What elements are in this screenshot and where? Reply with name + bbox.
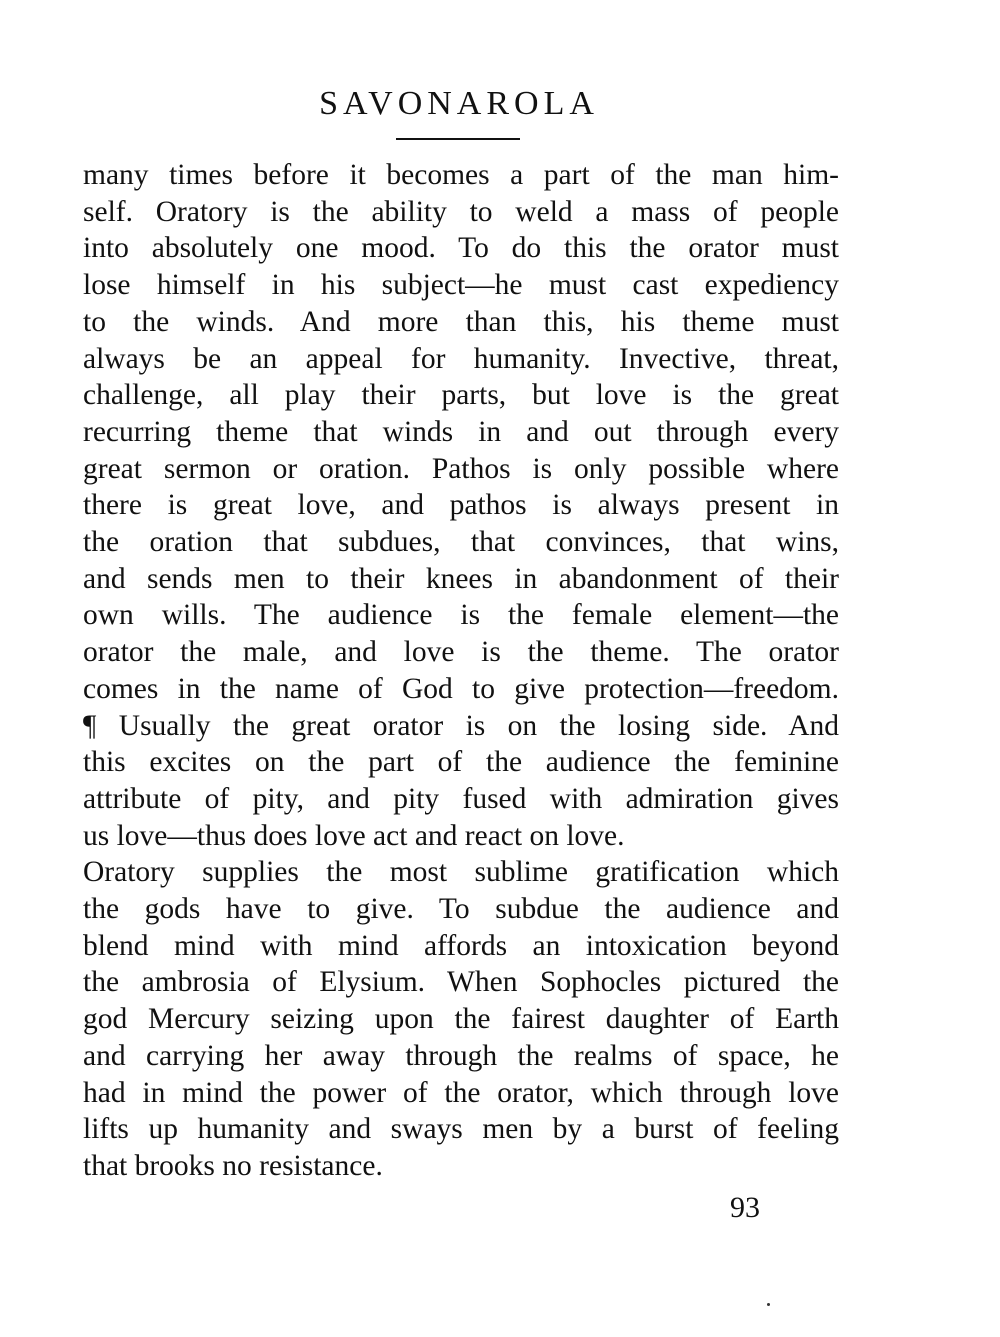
paragraph-end-line: us love—thus does love act and react on love. <box>83 819 625 852</box>
text-line: attribute of pity, and pity fused with admiration gives <box>83 782 839 815</box>
text-line: challenge, all play their parts, but love is the great <box>83 379 839 412</box>
paragraph-end-line: that brooks no resistance. <box>83 1149 383 1182</box>
body-text <box>83 157 839 1185</box>
text-line: to the winds. And more than this, his theme must <box>83 305 839 338</box>
text-line: the gods have to give. To subdue the audience and <box>83 893 839 926</box>
text-line: lifts up humanity and sways men by a burst of feeling <box>83 1113 839 1146</box>
text-line: there is great love, and pathos is always present in <box>83 489 839 522</box>
text-line: the oration that subdues, that convinces, that wins, <box>83 526 839 559</box>
text-line: self. Oratory is the ability to weld a mass of people <box>83 195 839 228</box>
text-line: the ambrosia of Elysium. When Sophocles pictured the <box>83 966 839 999</box>
text-line: many times before it becomes a part of the man him- <box>83 159 839 191</box>
text-line: comes in the name of God to give protection—freedom. <box>83 672 839 705</box>
text-line: lose himself in his subject—he must cast expediency <box>83 269 839 302</box>
paragraph-start-line: ¶ Usually the great orator is on the losing side. And <box>83 709 839 742</box>
text-line: this excites on the part of the audience the feminine <box>83 746 839 779</box>
paragraph-start-line: Oratory supplies the most sublime gratification which <box>83 856 839 889</box>
text-line: always be an appeal for humanity. Invective, threat, <box>83 342 839 375</box>
text-line: and carrying her away through the realms of space, he <box>83 1039 839 1072</box>
text-line: and sends men to their knees in abandonment of their <box>83 562 839 595</box>
title-rule <box>396 138 520 140</box>
running-title: SAVONAROLA <box>319 85 599 122</box>
text-line: into absolutely one mood. To do this the orator must <box>83 232 839 265</box>
text-line: orator the male, and love is the theme. The orator <box>83 636 839 669</box>
page-number: 93 <box>730 1191 760 1224</box>
text-line: had in mind the power of the orator, which through love <box>83 1076 839 1109</box>
print-speck <box>767 1303 770 1306</box>
text-line: recurring theme that winds in and out through every <box>83 415 839 448</box>
text-line: great sermon or oration. Pathos is only possible where <box>83 452 839 485</box>
text-line: god Mercury seizing upon the fairest daughter of Earth <box>83 1003 839 1036</box>
text-line: own wills. The audience is the female element—the <box>83 599 839 632</box>
text-line: blend mind with mind affords an intoxication beyond <box>83 929 839 962</box>
